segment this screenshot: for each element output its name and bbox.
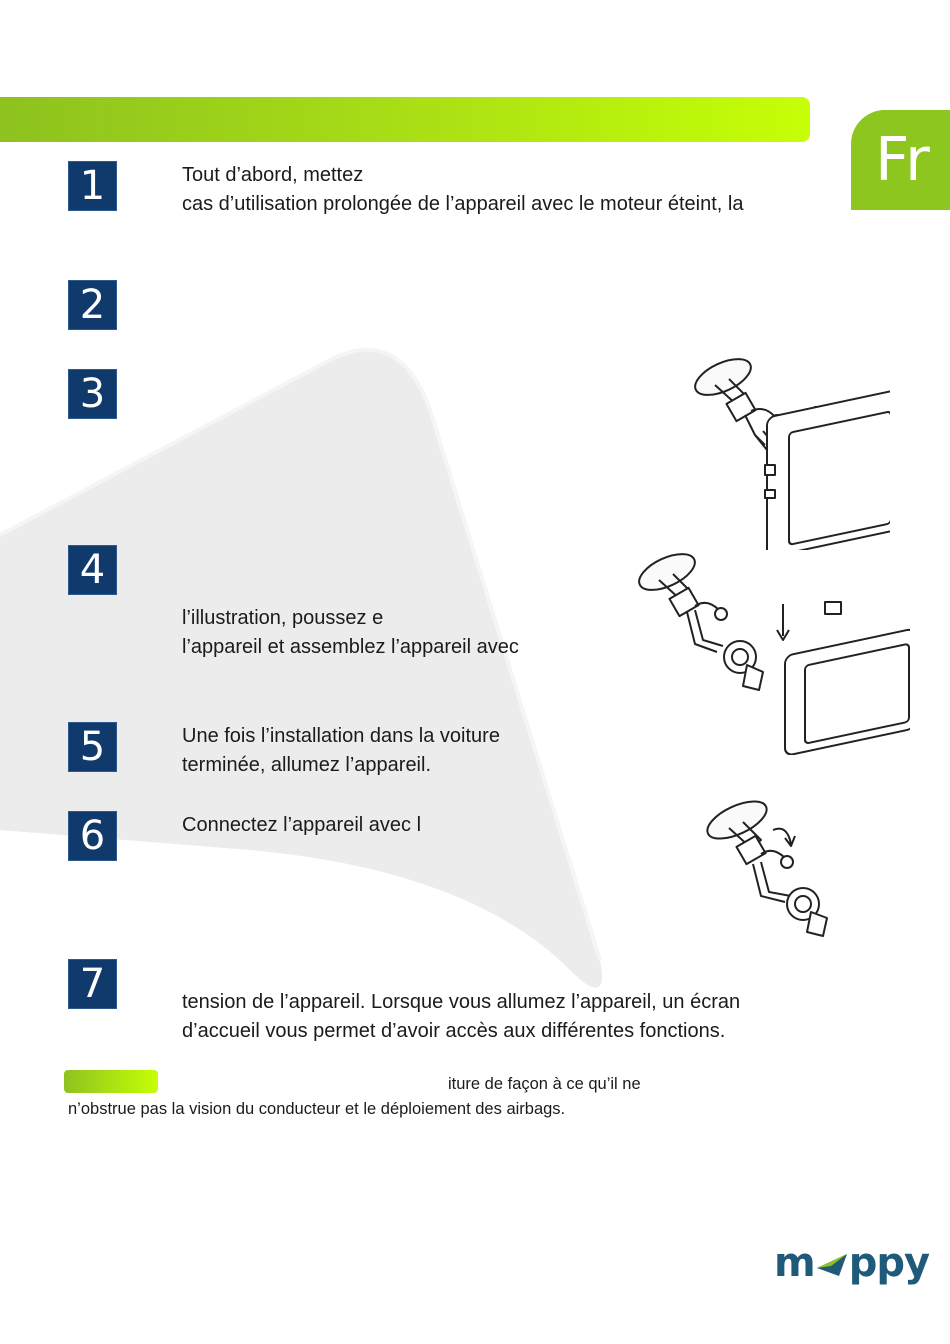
- note-line-1: iture de façon à ce qu’il ne: [448, 1075, 641, 1093]
- step-7-line-2: d’accueil vous permet d’avoir accès aux différentes fonctions.: [182, 1020, 726, 1042]
- step-5-line-2: terminée, allumez l’appareil.: [182, 754, 432, 776]
- step-2-badge: 2: [68, 280, 117, 330]
- suction-mount-lever-icon: [695, 790, 840, 940]
- step-6-line-1: Connectez l’appareil avec l: [182, 814, 422, 836]
- logo-arrow-icon: [815, 1248, 849, 1278]
- step-7-badge: 7: [68, 959, 117, 1009]
- watermark-shape: [0, 330, 620, 1010]
- step-5-badge: 5: [68, 722, 117, 772]
- step-4-line-2: l’appareil et assemblez l’appareil avec: [182, 636, 519, 658]
- step-4-line-1: l’illustration, poussez e: [182, 607, 384, 629]
- step-1-badge: 1: [68, 161, 117, 211]
- step-4-badge: 4: [68, 545, 117, 595]
- logo-left-text: m: [774, 1240, 815, 1286]
- gps-mount-assembly-icon: [625, 540, 910, 755]
- header-bar: [0, 97, 810, 142]
- step-1-line-1: Tout d’abord, mettez: [182, 164, 364, 186]
- step-7-line-1: tension de l’appareil. Lorsque vous allumez l’appareil, un écran: [182, 991, 741, 1013]
- note-line-2: n’obstrue pas la vision du conducteur et le déploiement des airbags.: [68, 1100, 566, 1118]
- mappy-logo: [774, 1240, 929, 1286]
- gps-with-suction-mount-icon: [685, 345, 890, 550]
- step-3-badge: 3: [68, 369, 117, 419]
- step-1-line-2: cas d’utilisation prolongée de l’appareil avec le moteur éteint, la: [182, 193, 744, 215]
- note-highlight-bar: [64, 1070, 158, 1093]
- step-5-line-1: Une fois l’installation dans la voiture: [182, 725, 500, 747]
- logo-right-text: ppy: [848, 1240, 930, 1286]
- step-6-badge: 6: [68, 811, 117, 861]
- language-tab: Fr: [851, 110, 950, 210]
